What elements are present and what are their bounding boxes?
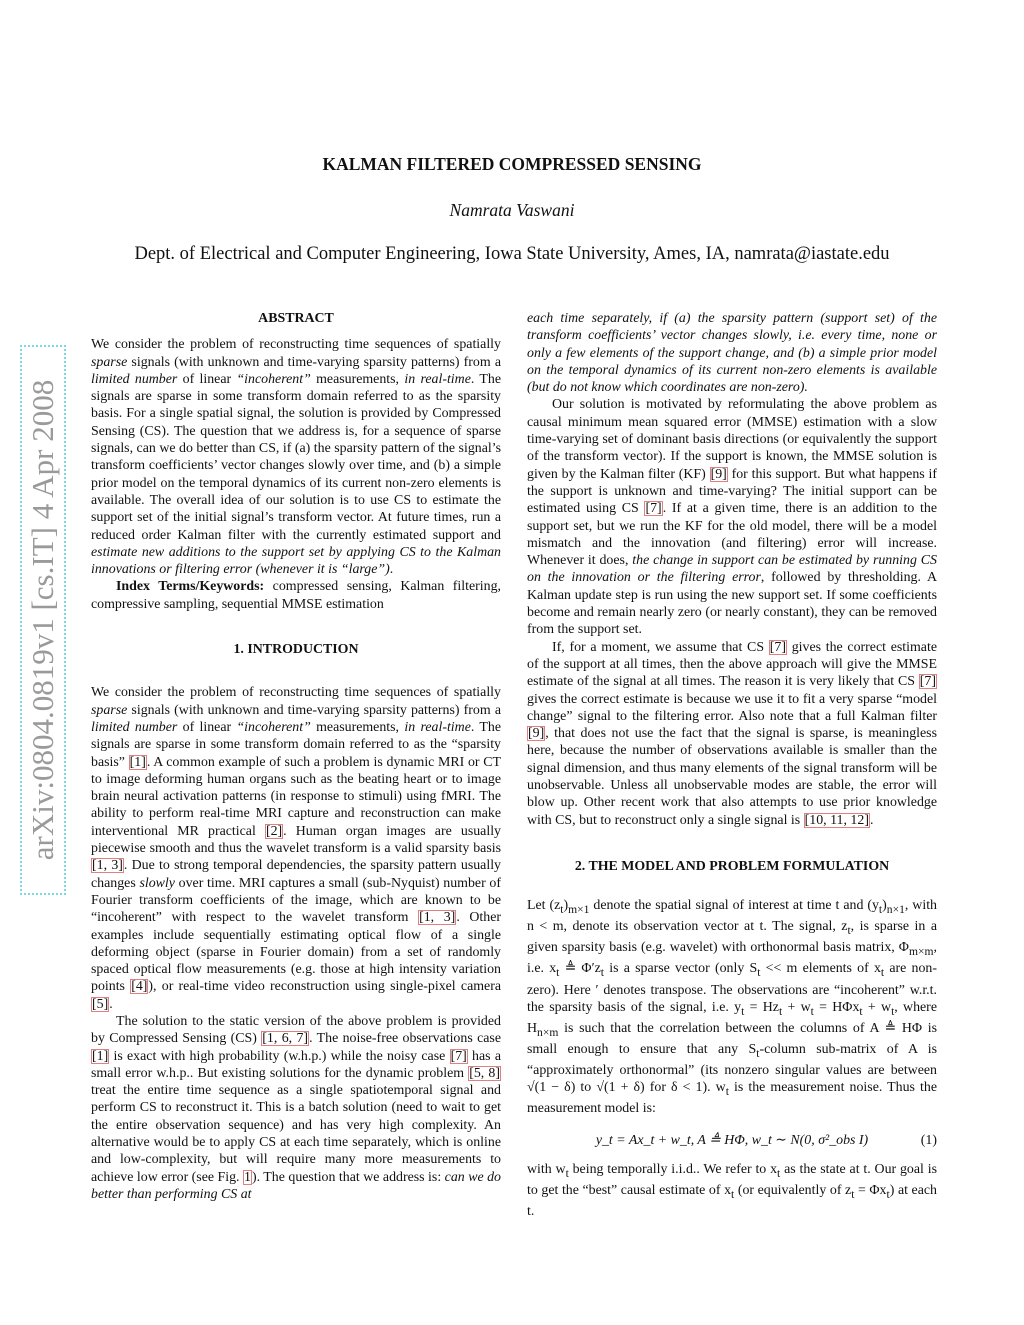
citation-link[interactable]: [1, 3]: [92, 858, 123, 874]
citation-link[interactable]: [7]: [769, 639, 786, 655]
citation-link[interactable]: [1, 3]: [419, 910, 456, 926]
index-terms-label: Index Terms/Keywords:: [116, 579, 265, 595]
paper-affiliation: Dept. of Electrical and Computer Engineering, Iowa State University, Ames, IA, namrata@iastate.edu: [134, 244, 890, 264]
intro-paragraph-4: If, for a moment, we assume that CS [7] gives the correct estimate of the support at all times, then the above approach will give the MMSE estimate of the signal at all times. The reason it is very likely that CS [7] gives the correct estimate is because we use it to fit a very sparse “model change” signal to the filtering error. Also note that a full Kalman filter [9], that does not use the fact that the signal is sparse, is meaningless here, because the number of observations available is smaller than the signal dimension, and thus many elements of the signal transform will be unobservable. Unless all unobservable modes are stable, the error will blow up. Other recent work that also attempts to use prior knowledge with CS, but to reconstruct only a single signal is [10, 11, 12].: [527, 639, 937, 828]
equation-1: [527, 1132, 937, 1149]
citation-link[interactable]: [9]: [528, 726, 545, 742]
citation-link[interactable]: [7]: [450, 1048, 467, 1064]
model-paragraph-2: with $w_t$ being temporally i.i.d.. We refer to $x_t$ as the state at t. Our goal is to get the “best” causal estimate of $x_t$ (or equivalently of $z_t = \Phi x_t$) at each t.: [527, 1162, 937, 1220]
citation-link[interactable]: [9]: [710, 466, 727, 482]
figure-link[interactable]: 1: [244, 1169, 251, 1185]
model-section-heading: 2. THE MODEL AND PROBLEM FORMULATION: [574, 858, 890, 874]
citation-link[interactable]: [2]: [265, 823, 283, 839]
arxiv-stamp: [20, 345, 66, 895]
intro-paragraph-2: The solution to the static version of the above problem is provided by Compressed Sensing (CS) [1, 6, 7]. The noise-free observations case [1] is exact with high probability (w.h.p.) while the noisy case [7] has a small error w.h.p.. But existing solutions for the dynamic problem [5, 8] treat the entire time sequence as a single spatiotemporal signal and perform CS to reconstruct it. This is a batch solution (need to wait to get the entire observation sequence) and has very high complexity. An alternative would be to apply CS at each time separately, which is online and low-complexity, but will require many more measurements to achieve low error (see Fig. 1). The question that we address is: can we do better than performing CS at: [91, 1013, 501, 1202]
intro-paragraph-3: Our solution is motivated by reformulating the above problem as causal minimum mean squared error (MMSE) estimation with a slow time-varying set of dominant basis directions (or equivalently the support of the transform vector). If the support is known, the MMSE solution is given by the Kalman filter (KF) [9] for this support. But what happens if the support is unknown and time-varying? The initial support can be estimated using CS [7]. If at a given time, there is an addition to the support set, but we run the KF for the old model, there will be a model mismatch and the innovation (and filtering) error will increase. Whenever it does, the change in support can be estimated by running CS on the innovation or the filtering error, followed by thresholding. A Kalman update step is run using the new support set. If some coefficients become and remain nearly zero (or nearly constant), they can be removed from the support set.: [527, 397, 937, 638]
citation-link[interactable]: [1, 6, 7]: [262, 1031, 309, 1047]
intro-continued: each time separately, if (a) the sparsity pattern (support set) of the transform coefficients’ vector changes slowly, i.e. every time, none or only a few elements of the support change, and (b) a simple prior model on the temporal dynamics of its current non-zero elements is available (but do not know which coordinates are non-zero).: [527, 311, 937, 396]
model-paragraph: Let $(z_t)_{m\times 1}$ denote the spatial signal of interest at time t and $(y_t)_{n\times 1}$, with n < m, denote its observation vector at t. The signal, $z_t$, is sparse in a given sparsity basis (e.g. wavelet) with orthonormal basis matrix, $\Phi_{m\times m}$, i.e. $x_t$ ≜ $\Phi'z_t$ is a sparse vector (only $S_t << m$ elements of $x_t$ are non-zero). Here ′ denotes transpose. The observations are “incoherent” w.r.t. the sparsity basis of the signal, i.e. $y_t = Hz_t + w_t = H\Phi x_t + w_t$, where $H_{n\times m}$ is such that the correlation between the columns of A ≜ HΦ is small enough to ensure that any $S_t$-column sub-matrix of A is “approximately orthonormal” (its nonzero singular values are between √(1 − δ) to √(1 + δ) for δ < 1). $w_t$ is the measurement noise. Thus the measurement model is:: [527, 898, 938, 1117]
arxiv-stamp-text: arXiv:0804.0819v1 [cs.IT] 4 Apr 2008: [25, 379, 60, 861]
citation-link[interactable]: [7]: [645, 501, 662, 517]
citation-link[interactable]: [5]: [92, 996, 109, 1012]
citation-link[interactable]: [10, 11, 12]: [804, 812, 869, 828]
left-column: [91, 310, 501, 1203]
citation-link[interactable]: [1]: [129, 754, 146, 770]
right-column: [527, 310, 937, 1220]
equation-body: y_t = Ax_t + w_t, A ≜ HΦ, w_t ∼ N(0, σ²_obs I): [595, 1132, 869, 1148]
citation-link[interactable]: [1]: [92, 1048, 109, 1064]
equation-number: (1): [920, 1132, 937, 1148]
index-terms: Index Terms/Keywords: compressed sensing, Kalman filtering, compressive sampling, sequential MMSE estimation: [91, 579, 501, 612]
citation-link[interactable]: [5, 8]: [469, 1065, 501, 1081]
citation-link[interactable]: [4]: [131, 979, 148, 995]
paper-author: Namrata Vaswani: [449, 200, 575, 220]
introduction-heading: 1. INTRODUCTION: [233, 642, 359, 658]
intro-paragraph-1: We consider the problem of reconstructing time sequences of spatially sparse signals (with unknown and time-varying sparsity patterns) from a limited number of linear “incoherent” measurements, in real-time. The signals are sparse in some transform domain referred to as the “sparsity basis” [1]. A common example of such a problem is dynamic MRI or CT to image deforming human organs such as the beating heart or to image brain neural activation patterns (in response to stimuli) using fMRI. The ability to perform real-time MRI capture and reconstruction can make interventional MR practical [2]. Human organ images are usually piecewise smooth and thus the wavelet transform is a valid sparsity basis [1, 3]. Due to strong temporal dependencies, the sparsity pattern usually changes slowly over time. MRI captures a small (sub-Nyquist) number of Fourier transform coefficients of the image, which are known to be “incoherent” with respect to the wavelet transform [1, 3]. Other examples include sequentially estimating optical flow of a single deforming object (sparse in Fourier domain) from a set of randomly spaced optical flow measurements (e.g. those at high intensity variation points [4]), or real-time video reconstruction using single-pixel camera [5].: [91, 685, 502, 1012]
abstract-heading: ABSTRACT: [258, 311, 334, 326]
abstract-text: We consider the problem of reconstructing time sequences of spatially sparse signals (with unknown and time-varying sparsity patterns) from a limited number of linear “incoherent” measurements, in real-time. The signals are sparse in some transform domain referred to as the sparsity basis. For a single spatial signal, the solution is provided by Compressed Sensing (CS). The question that we address is, for a sequence of sparse signals, can we do better than CS, if (a) the sparsity pattern of the signal’s transform coefficients’ vector changes slowly over time, and (b) a simple prior model on the temporal dynamics of its current non-zero elements is available. The overall idea of our solution is to use CS to estimate the support set of the initial signal’s transform vector. At future times, run a reduced order Kalman filter with the currently estimated support and estimate new additions to the support set by applying CS to the Kalman innovations or filtering error (whenever it is “large”).: [91, 337, 501, 578]
paper-title: KALMAN FILTERED COMPRESSED SENSING: [322, 154, 702, 174]
citation-link[interactable]: [7]: [919, 674, 936, 690]
